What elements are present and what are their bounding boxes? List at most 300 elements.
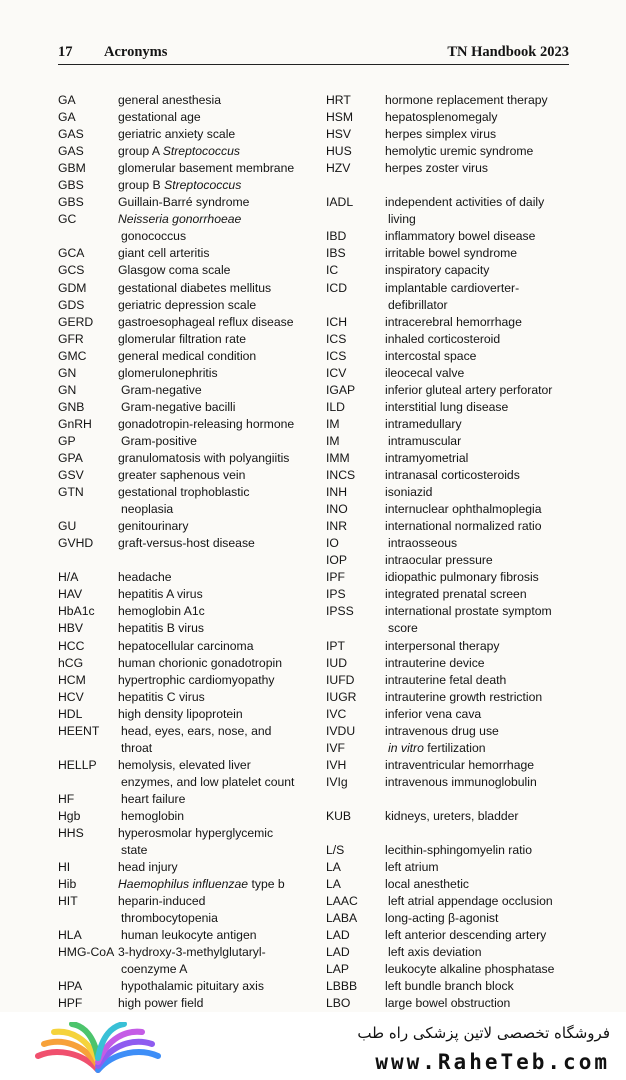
definition-continuation: enzymes, and low platelet count [121, 774, 295, 789]
acronym-abbr: HCM [58, 672, 86, 687]
acronym-definition [118, 280, 308, 297]
acronym-abbr: GP [58, 433, 76, 448]
acronym-definition [118, 995, 308, 1012]
acronym-abbr: GTN [58, 485, 84, 500]
definition-text: isoniazid [385, 485, 433, 500]
acronym-entry [326, 859, 571, 876]
acronym-abbr: IVDU [326, 723, 356, 738]
acronym-definition [385, 808, 571, 825]
acronym-abbr: IUFD [326, 672, 355, 687]
acronym-abbr: IUGR [326, 689, 357, 704]
definition-text: headache [118, 570, 172, 585]
definition-text: implantable cardioverter- [385, 280, 520, 295]
acronym-definition [385, 501, 571, 518]
acronym-definition [385, 331, 571, 348]
acronym-entry [326, 484, 571, 501]
acronym-entry [326, 876, 571, 893]
definition-text: international normalized ratio [385, 519, 542, 534]
acronym-entry [326, 348, 571, 365]
acronym-abbr: LBO [326, 996, 351, 1011]
definition-text: glomerular basement membrane [118, 161, 295, 176]
definition-text: long-acting β-agonist [385, 911, 499, 926]
definition-text: hepatitis C virus [118, 689, 205, 704]
definition-text: intramuscular [388, 433, 462, 448]
acronym-abbr: GA [58, 110, 76, 125]
acronym-entry [58, 995, 308, 1012]
acronym-abbr: IPT [326, 638, 345, 653]
acronym-entry [58, 723, 308, 757]
definition-text: left anterior descending artery [385, 928, 547, 943]
acronym-column-left [58, 92, 308, 1013]
acronym-entry [58, 808, 308, 825]
acronym-definition [385, 433, 571, 450]
acronym-abbr: HLA [58, 928, 82, 943]
acronym-abbr: INCS [326, 468, 356, 483]
section-gap [58, 552, 308, 569]
acronym-abbr: ICS [326, 331, 347, 346]
acronym-definition [385, 978, 571, 995]
acronym-abbr: IVH [326, 757, 347, 772]
definition-text: intraosseous [388, 536, 458, 551]
acronym-abbr: GDS [58, 297, 85, 312]
acronym-definition [385, 194, 571, 228]
acronym-definition [385, 638, 571, 655]
acronym-abbr: IPF [326, 570, 345, 585]
acronym-entry [58, 978, 308, 995]
acronym-entry [326, 245, 571, 262]
acronym-definition [118, 620, 308, 637]
definition-text: irritable bowel syndrome [385, 246, 518, 261]
acronym-definition [118, 893, 308, 927]
acronym-abbr: GAS [58, 144, 84, 159]
section-title: Acronyms [104, 44, 168, 60]
acronym-entry [58, 194, 308, 211]
acronym-definition [385, 603, 571, 637]
acronym-abbr: HPF [58, 996, 83, 1011]
acronym-entry [326, 689, 571, 706]
definition-italic: Streptococcus [164, 178, 242, 193]
acronym-entry [58, 944, 308, 978]
definition-text: gastroesophageal reflux disease [118, 314, 294, 329]
definition-text: group B [118, 178, 165, 193]
acronym-abbr: IPS [326, 587, 346, 602]
acronym-entry [58, 297, 308, 314]
definition-text: greater saphenous vein [118, 468, 246, 483]
acronym-definition [385, 944, 571, 961]
acronym-entry [58, 399, 308, 416]
acronym-abbr: GFR [58, 331, 84, 346]
definition-text: type b [248, 877, 285, 892]
acronym-definition [118, 109, 308, 126]
acronym-entry [326, 194, 571, 228]
acronym-definition [385, 228, 571, 245]
acronym-abbr: LA [326, 860, 341, 875]
store-website: www.RaheTeb.com [375, 1050, 610, 1074]
definition-text: independent activities of daily [385, 195, 545, 210]
acronym-entry [326, 467, 571, 484]
acronym-abbr: H/A [58, 570, 79, 585]
acronym-abbr: HBV [58, 621, 84, 636]
definition-text: intramedullary [385, 416, 462, 431]
acronym-entry [58, 92, 308, 109]
acronym-definition [385, 518, 571, 535]
acronym-entry [58, 160, 308, 177]
acronym-definition [118, 297, 308, 314]
acronym-abbr: IM [326, 416, 340, 431]
acronym-definition [118, 518, 308, 535]
acronym-entry [326, 706, 571, 723]
section-gap [326, 825, 571, 842]
acronym-entry [326, 450, 571, 467]
acronym-entry [58, 365, 308, 382]
acronym-abbr: HSM [326, 110, 354, 125]
acronym-definition [385, 416, 571, 433]
acronym-entry [58, 569, 308, 586]
acronym-abbr: IC [326, 263, 339, 278]
acronym-entry [326, 672, 571, 689]
page-number: 17 [58, 44, 73, 60]
acronym-abbr: HDL [58, 706, 83, 721]
acronym-abbr: LAD [326, 945, 350, 960]
acronym-abbr: HZV [326, 161, 351, 176]
acronym-entry [58, 518, 308, 535]
acronym-abbr: ICH [326, 314, 347, 329]
acronym-definition [385, 569, 571, 586]
acronym-abbr: GVHD [58, 536, 94, 551]
acronym-abbr: HELLP [58, 757, 97, 772]
acronym-entry [58, 211, 308, 245]
acronym-abbr: ILD [326, 399, 345, 414]
acronym-entry [326, 382, 571, 399]
acronym-definition [118, 416, 308, 433]
acronym-abbr: GMC [58, 348, 87, 363]
definition-text: intraventricular hemorrhage [385, 757, 535, 772]
acronym-definition [385, 92, 571, 109]
acronym-abbr: IBD [326, 229, 347, 244]
acronym-definition [385, 382, 571, 399]
definition-text: hepatitis B virus [118, 621, 205, 636]
acronym-abbr: HbA1c [58, 604, 95, 619]
acronym-abbr: HSV [326, 127, 352, 142]
acronym-abbr: HAV [58, 587, 83, 602]
definition-text: fertilization [423, 740, 486, 755]
acronym-definition [385, 723, 571, 740]
acronym-entry [58, 893, 308, 927]
acronym-definition [385, 552, 571, 569]
acronym-definition [385, 995, 571, 1012]
definition-text: interpersonal therapy [385, 638, 500, 653]
acronym-entry [58, 143, 308, 160]
definition-text: hemoglobin A1c [118, 604, 205, 619]
definition-continuation: score [388, 621, 418, 636]
acronym-abbr: HMG-CoA [58, 945, 115, 960]
acronym-definition [118, 569, 308, 586]
acronym-entry [58, 586, 308, 603]
acronym-entry [326, 501, 571, 518]
acronym-abbr: LABA [326, 911, 358, 926]
acronym-entry [326, 978, 571, 995]
definition-text: intrauterine device [385, 655, 485, 670]
acronym-abbr: GAS [58, 127, 84, 142]
acronym-definition [118, 638, 308, 655]
acronym-definition [118, 586, 308, 603]
acronym-abbr: GA [58, 93, 76, 107]
acronym-abbr: IOP [326, 553, 347, 568]
acronym-entry [326, 842, 571, 859]
store-name-persian: فروشگاه تخصصی لاتین پزشکی راه طب [357, 1024, 610, 1042]
acronym-entry [326, 808, 571, 825]
acronym-definition [385, 143, 571, 160]
definition-text: hypothalamic pituitary axis [121, 979, 264, 994]
section-gap [326, 791, 571, 808]
acronym-abbr: LBBB [326, 979, 358, 994]
acronym-definition [118, 365, 308, 382]
acronym-entry [326, 586, 571, 603]
acronym-abbr: GCA [58, 246, 85, 261]
acronym-entry [326, 92, 571, 109]
acronym-entry [58, 927, 308, 944]
definition-text: hormone replacement therapy [385, 93, 548, 107]
acronym-entry [58, 331, 308, 348]
acronym-abbr: GERD [58, 314, 94, 329]
acronym-definition [118, 177, 308, 194]
acronym-definition [118, 535, 308, 552]
acronym-abbr: HCV [58, 689, 84, 704]
acronym-abbr: GN [58, 365, 77, 380]
acronym-abbr: IVC [326, 706, 347, 721]
acronym-abbr: IVF [326, 740, 345, 755]
acronym-abbr: INO [326, 502, 348, 517]
acronym-definition [385, 280, 571, 314]
definition-text: hepatitis A virus [118, 587, 203, 602]
acronym-definition [118, 160, 308, 177]
definition-text: herpes zoster virus [385, 161, 488, 176]
definition-text: inferior vena cava [385, 706, 482, 721]
acronym-entry [326, 109, 571, 126]
acronym-entry [326, 552, 571, 569]
definition-continuation: defibrillator [388, 297, 448, 312]
acronym-definition [118, 791, 308, 808]
definition-text: left axis deviation [388, 945, 482, 960]
definition-text: inflammatory bowel disease [385, 229, 536, 244]
definition-text: inspiratory capacity [385, 263, 490, 278]
definition-text: gonadotropin-releasing hormone [118, 416, 295, 431]
acronym-entry [326, 331, 571, 348]
definition-text: hemolysis, elevated liver [118, 757, 251, 772]
acronym-abbr: HCC [58, 638, 85, 653]
definition-text: hypertrophic cardiomyopathy [118, 672, 275, 687]
acronym-definition [118, 655, 308, 672]
acronym-abbr: Hgb [58, 808, 81, 823]
acronym-definition [385, 842, 571, 859]
definition-continuation: thrombocytopenia [121, 911, 218, 926]
acronym-abbr: hCG [58, 655, 84, 670]
acronym-definition [385, 450, 571, 467]
definition-text: geriatric depression scale [118, 297, 257, 312]
acronym-abbr: LAD [326, 928, 350, 943]
definition-text: Glasgow coma scale [118, 263, 231, 278]
acronym-abbr: GBM [58, 161, 86, 176]
acronym-definition [118, 944, 308, 978]
acronym-entry [58, 467, 308, 484]
acronym-definition [118, 433, 308, 450]
definition-text: Gram-positive [121, 433, 197, 448]
acronym-definition [385, 893, 571, 910]
acronym-entry [58, 603, 308, 620]
acronym-definition [118, 927, 308, 944]
acronym-entry [58, 484, 308, 518]
definition-text: gestational trophoblastic [118, 485, 250, 500]
definition-text: herpes simplex virus [385, 127, 497, 142]
acronym-entry [326, 995, 571, 1012]
definition-continuation: neoplasia [121, 502, 174, 517]
definition-text: idiopathic pulmonary fibrosis [385, 570, 539, 585]
acronym-entry [58, 450, 308, 467]
definition-text: genitourinary [118, 519, 189, 534]
acronym-definition [385, 245, 571, 262]
definition-text: internuclear ophthalmoplegia [385, 502, 542, 517]
acronym-definition [118, 211, 308, 245]
definition-text: high density lipoprotein [118, 706, 243, 721]
acronym-entry [58, 535, 308, 552]
acronym-entry [58, 825, 308, 859]
acronym-definition [385, 672, 571, 689]
acronym-definition [385, 706, 571, 723]
acronym-entry [58, 672, 308, 689]
acronym-definition [385, 399, 571, 416]
acronym-abbr: HF [58, 791, 75, 806]
definition-text: Gram-negative [121, 382, 202, 397]
acronym-abbr: ICD [326, 280, 347, 295]
watermark-footer [0, 1012, 626, 1080]
acronym-entry [326, 893, 571, 910]
definition-continuation: state [121, 843, 148, 858]
definition-text: inferior gluteal artery perforator [385, 382, 553, 397]
acronym-definition [385, 859, 571, 876]
acronym-entry [326, 603, 571, 637]
open-book-rainbow-icon [34, 1022, 162, 1074]
acronym-definition [118, 603, 308, 620]
acronym-definition [385, 586, 571, 603]
definition-text: general anesthesia [118, 93, 221, 107]
acronym-entry [58, 382, 308, 399]
acronym-entry [58, 416, 308, 433]
acronym-entry [58, 876, 308, 893]
acronym-definition [385, 961, 571, 978]
acronym-entry [326, 399, 571, 416]
acronym-abbr: ICV [326, 365, 347, 380]
definition-text: gestational diabetes mellitus [118, 280, 272, 295]
acronym-abbr: Hib [58, 877, 77, 892]
definition-text: intraocular pressure [385, 553, 493, 568]
acronym-definition [385, 262, 571, 279]
definition-text: hepatosplenomegaly [385, 110, 498, 125]
acronym-abbr: HRT [326, 93, 351, 107]
definition-text: group A [118, 144, 163, 159]
acronym-definition [385, 109, 571, 126]
acronym-definition [118, 808, 308, 825]
definition-italic: Neisseria gonorrhoeae [118, 212, 242, 227]
acronym-definition [118, 399, 308, 416]
acronym-abbr: GC [58, 212, 77, 227]
acronym-definition [385, 467, 571, 484]
definition-text: intrauterine growth restriction [385, 689, 543, 704]
acronym-entry [326, 126, 571, 143]
definition-continuation: coenzyme A [121, 962, 188, 977]
definition-text: 3-hydroxy-3-methylglutaryl- [118, 945, 266, 960]
acronym-entry [326, 944, 571, 961]
acronym-abbr: IM [326, 433, 340, 448]
acronym-definition [385, 535, 571, 552]
acronym-definition [118, 194, 308, 211]
acronym-entry [58, 620, 308, 637]
definition-italic: in vitro [388, 740, 424, 755]
acronym-definition [385, 757, 571, 774]
definition-text: hepatocellular carcinoma [118, 638, 254, 653]
definition-text: kidneys, ureters, bladder [385, 808, 519, 823]
definition-text: international prostate symptom [385, 604, 552, 619]
acronym-abbr: IGAP [326, 382, 356, 397]
section-gap [326, 177, 571, 194]
definition-text: leukocyte alkaline phosphatase [385, 962, 555, 977]
acronym-definition [385, 160, 571, 177]
acronym-entry [58, 757, 308, 791]
acronym-definition [385, 484, 571, 501]
definition-text: intramyometrial [385, 450, 469, 465]
acronym-abbr: ICS [326, 348, 347, 363]
definition-continuation: living [388, 212, 416, 227]
definition-text: integrated prenatal screen [385, 587, 527, 602]
acronym-abbr: LAP [326, 962, 350, 977]
acronym-abbr: HHS [58, 826, 84, 841]
acronym-entry [326, 365, 571, 382]
acronym-entry [58, 689, 308, 706]
definition-text: large bowel obstruction [385, 996, 511, 1011]
acronym-definition [385, 126, 571, 143]
acronym-definition [118, 331, 308, 348]
definition-text: hemolytic uremic syndrome [385, 144, 534, 159]
definition-text: heparin-induced [118, 894, 206, 909]
acronym-entry [58, 859, 308, 876]
acronym-definition [118, 723, 308, 757]
acronym-definition [385, 314, 571, 331]
acronym-definition [385, 348, 571, 365]
acronym-abbr: IBS [326, 246, 346, 261]
acronym-entry [58, 348, 308, 365]
acronym-entry [326, 433, 571, 450]
acronym-entry [326, 143, 571, 160]
acronym-entry [326, 262, 571, 279]
acronym-abbr: GCS [58, 263, 85, 278]
definition-text: gestational age [118, 110, 201, 125]
definition-italic: Streptococcus [162, 144, 240, 159]
acronym-abbr: HI [58, 860, 71, 875]
acronym-abbr: HPA [58, 979, 83, 994]
acronym-abbr: GSV [58, 468, 84, 483]
acronym-abbr: IVIg [326, 774, 348, 789]
definition-text: hyperosmolar hyperglycemic [118, 826, 274, 841]
acronym-entry [326, 535, 571, 552]
acronym-definition [118, 450, 308, 467]
acronym-definition [385, 740, 571, 757]
acronym-abbr: L/S [326, 843, 345, 858]
acronym-abbr: GPA [58, 450, 83, 465]
acronym-abbr: GDM [58, 280, 87, 295]
acronym-abbr: GBS [58, 195, 84, 210]
definition-text: hemoglobin [121, 808, 185, 823]
definition-text: giant cell arteritis [118, 246, 210, 261]
acronym-abbr: GN [58, 382, 77, 397]
